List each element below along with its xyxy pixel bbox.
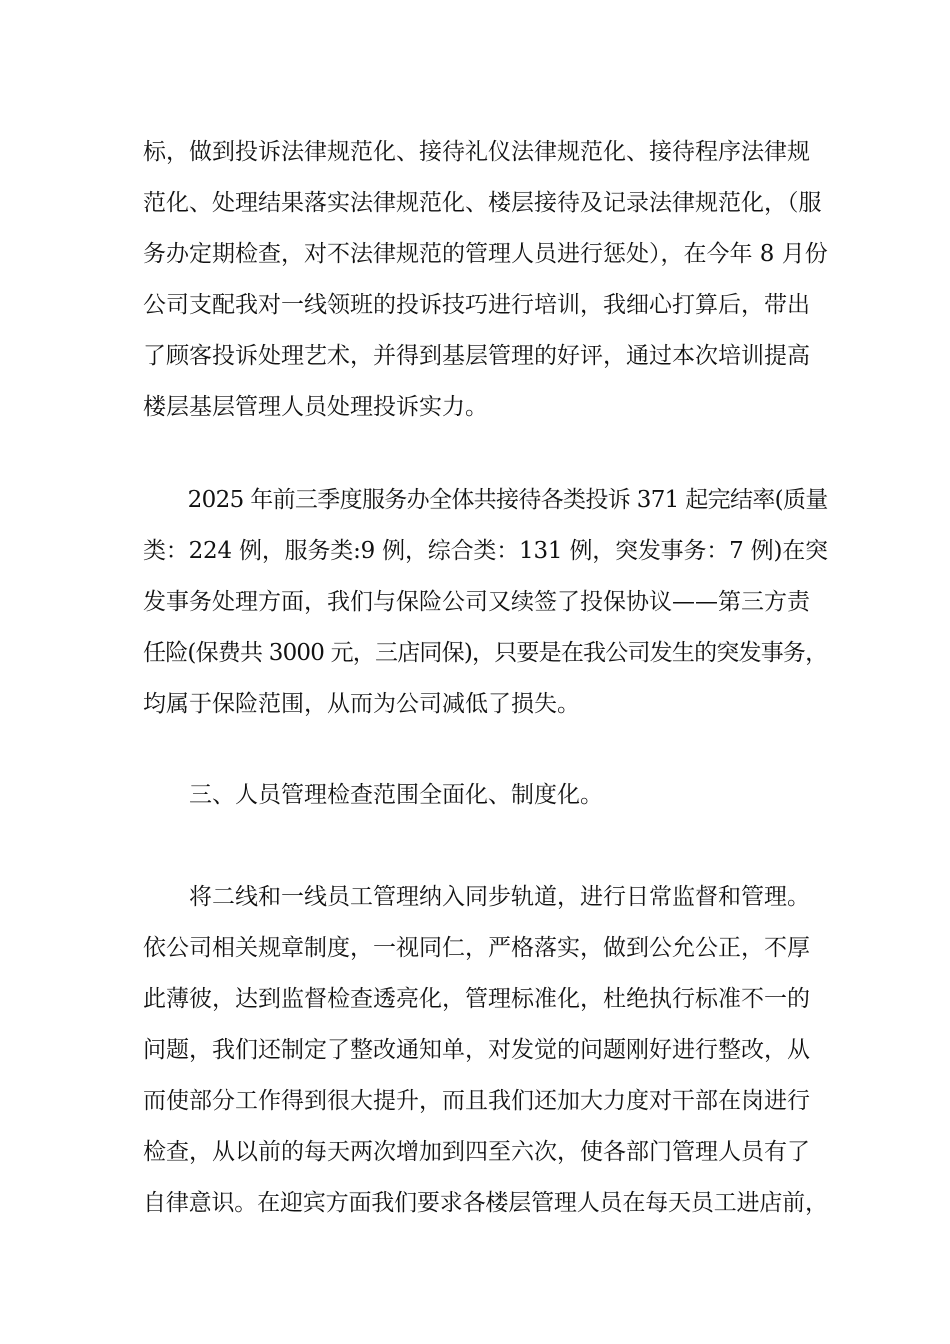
text-line: 公司支配我对一线领班的投诉技巧进行培训，我细心打算后，带出 [143,292,810,318]
paragraph-personnel-management [143,872,828,1229]
text-line: 任险(保费共 3000 元，三店同保)，只要是在我公司发生的突发事务， [143,640,828,666]
text-line: 范化、处理结果落实法律规范化、楼层接待及记录法律规范化，（服 [143,190,822,216]
text-line: 检查，从以前的每天两次增加到四至六次，使各部门管理人员有了 [143,1139,810,1165]
text-line: 2025 年前三季度服务办全体共接待各类投诉 371 起完结率(质量 [143,487,828,513]
text-line: 均属于保险范围，从而为公司减低了损失。 [143,691,580,717]
paragraph-complaint-statistics [143,475,828,730]
text-line: 自律意识。在迎宾方面我们要求各楼层管理人员在每天员工进店前， [143,1190,828,1216]
text-line: 楼层基层管理人员处理投诉实力。 [143,394,488,420]
section-heading-text: 三、人员管理检查范围全面化、制度化。 [143,782,603,808]
section-heading [143,770,828,821]
text-line: 而使部分工作得到很大提升，而且我们还加大力度对干部在岗进行 [143,1088,810,1114]
text-line: 此薄彼，达到监督检查透亮化，管理标准化，杜绝执行标准不一的 [143,986,810,1012]
text-line: 将二线和一线员工管理纳入同步轨道，进行日常监督和管理。 [143,884,810,910]
text-line: 标，做到投诉法律规范化、接待礼仪法律规范化、接待程序法律规 [143,139,810,165]
text-line: 依公司相关规章制度，一视同仁，严格落实，做到公允公正，不厚 [143,935,810,961]
text-line: 发事务处理方面，我们与保险公司又续签了投保协议——第三方责 [143,589,810,615]
text-line: 了顾客投诉处理艺术，并得到基层管理的好评，通过本次培训提高 [143,343,810,369]
paragraph-complaint-standards [143,127,828,433]
text-line: 务办定期检查，对不法律规范的管理人员进行惩处），在今年 8 月份 [143,241,828,267]
text-line: 类：224 例，服务类:9 例，综合类：131 例，突发事务：7 例)在突 [143,538,828,564]
text-line: 问题，我们还制定了整改通知单，对发觉的问题刚好进行整改，从 [143,1037,810,1063]
